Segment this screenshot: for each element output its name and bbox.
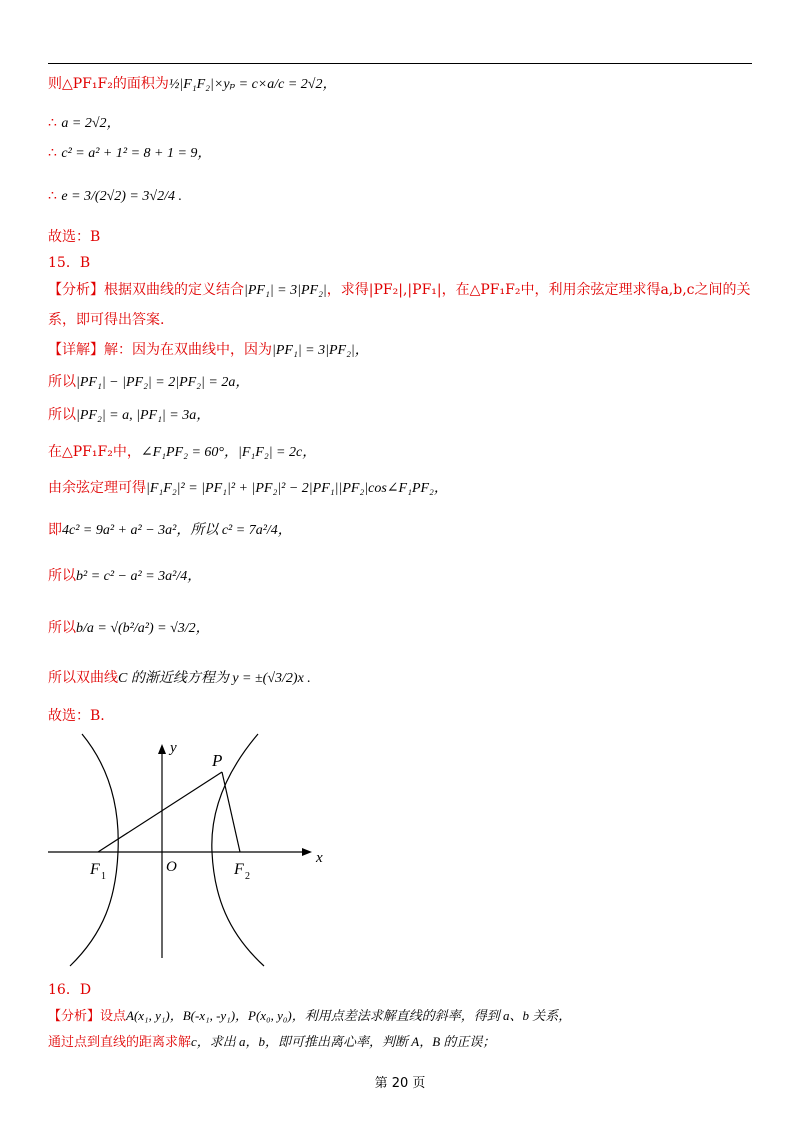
detail-15-line-9: 所以双曲线C 的渐近线方程为 y = ±(√3/2)x . — [48, 670, 311, 686]
text-line-3: ∴ c² = a² + 1² = 8 + 1 = 9， — [48, 145, 212, 161]
answer-line-b: 故选：B — [48, 229, 101, 245]
y-axis-arrow — [158, 744, 166, 754]
analysis-15-line-1: 【分析】根据双曲线的定义结合|PF₁| = 3|PF₂|，求得|PF₂|,|PF₁|，在△PF₁F₂中，利用余弦定理求得a,b,c之间的关 — [48, 282, 751, 298]
analysis-16-line-1: 【分析】设点A(x₁, y₁)，B(-x₁, -y₁)，P(x₀, y₀)，利用点差法求解直线的斜率，得到 a、b 关系， — [48, 1008, 572, 1024]
detail-15-line-2: 所以|PF₁| − |PF₂| = 2|PF₂| = 2a， — [48, 374, 250, 390]
detail-15-line-3: 所以|PF₂| = a, |PF₁| = 3a， — [48, 407, 211, 423]
analysis-16-line-2: 通过点到直线的距离求解c，求出 a，b，即可推出离心率，判断 A，B 的正误； — [48, 1034, 496, 1050]
text-line-2: ∴ a = 2√2， — [48, 115, 121, 131]
label-x: x — [316, 850, 323, 866]
detail-15-line-5: 由余弦定理可得|F₁F₂|² = |PF₁|² + |PF₂|² − 2|PF₁||PF₂|cos∠F₁PF₂， — [48, 480, 448, 496]
label-F2: F — [234, 861, 244, 878]
detail-15-line-8: 所以b/a = √(b²/a²) = √3/2， — [48, 620, 210, 636]
header-rule — [48, 63, 752, 64]
text-line-4: ∴ e = 3/(2√2) = 3√2/4 . — [48, 188, 182, 204]
page-number: 第 20 页 — [374, 1076, 426, 1091]
label-F1: F — [90, 861, 100, 878]
label-y: y — [170, 740, 177, 756]
x-axis-arrow — [302, 848, 312, 856]
hyperbola-left-branch — [70, 734, 118, 966]
question-16-header: 16．D — [48, 982, 92, 998]
hyperbola-figure — [40, 728, 340, 978]
detail-15-line-6: 即4c² = 9a² + a² − 3a²，所以 c² = 7a²/4， — [48, 522, 292, 538]
text-line-1: 则△PF₁F₂的面积为½|F₁F₂|×yₚ = c×a/c = 2√2， — [48, 76, 337, 92]
label-origin: O — [166, 859, 177, 875]
detail-15-line-7: 所以b² = c² − a² = 3a²/4， — [48, 568, 202, 584]
label-F1-sub: 1 — [101, 871, 106, 882]
detail-15-line-1: 【详解】解：因为在双曲线中，因为|PF₁| = 3|PF₂|， — [48, 342, 369, 358]
label-F2-sub: 2 — [245, 871, 250, 882]
detail-15-line-4: 在△PF₁F₂中，∠F₁PF₂ = 60°，|F₁F₂| = 2c， — [48, 444, 317, 460]
question-15-header: 15．B — [48, 255, 91, 271]
segment-P-F2 — [222, 772, 240, 852]
answer-15: 故选：B. — [48, 708, 105, 724]
analysis-15-line-2: 系，即可得出答案. — [48, 312, 165, 328]
label-P: P — [212, 751, 223, 770]
